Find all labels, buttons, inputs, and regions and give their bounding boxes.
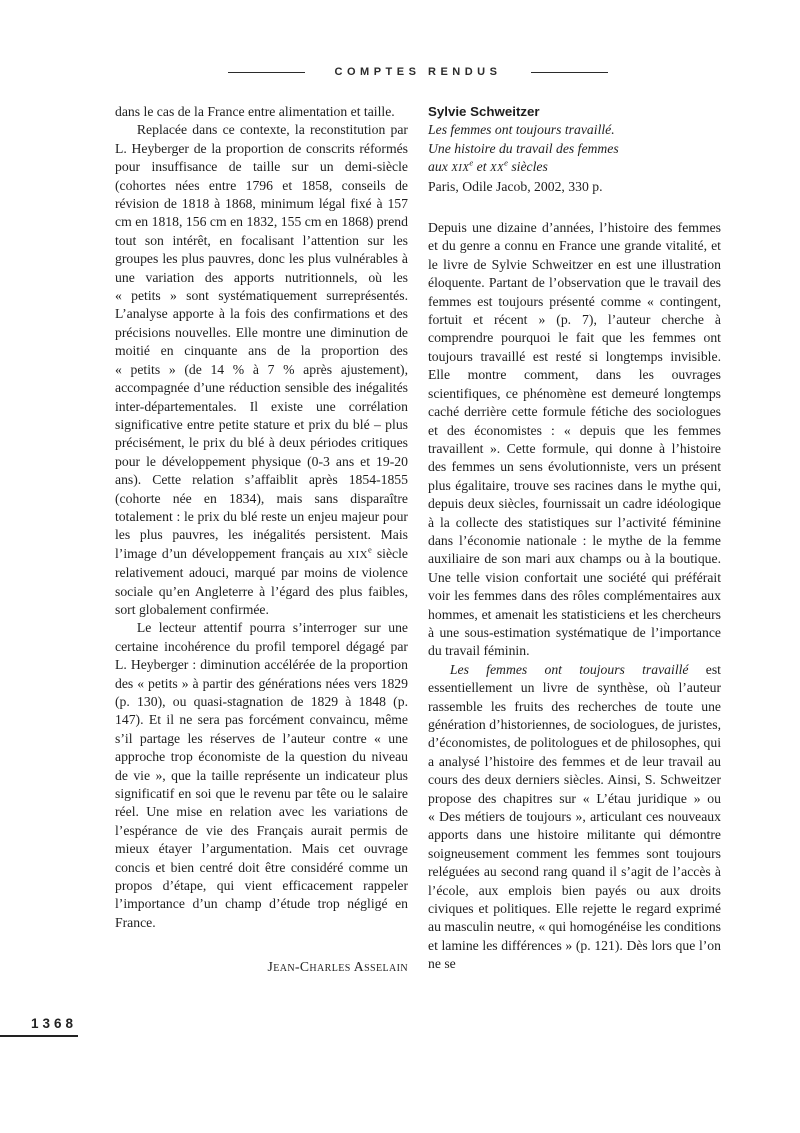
- book-title-inline: Les femmes ont toujours travaillé: [449, 661, 689, 677]
- paragraph-text: siècle relativement adouci, marqué par moins de violence sociale qu’en Angleterre à l’égard des plus faibles, sort globalement confirmée.: [115, 545, 408, 617]
- ordinal-superscript: e: [367, 544, 372, 555]
- paragraph-text: est essentiellement un livre de synthèse, où l’auteur rassemble les fruits des recherches de toute une génération d’historiennes, de sociologues, de juristes, d’économistes, de politologues et de philosophes, qui a analysé l’histoire des femmes et de leur travail au cours des deux derniers siècles. Ainsi, S. Schweitzer propose des chapitres sur « L’étau juridique » ou « Des métiers de toujours », articulant ces nouveaux apports dans une histoire militante qui démontre soigneusement comment les femmes sont toujours reléguées au second rang quand il s’agit de l’accès à l’école, aux emplois bien payés ou aux droits civiques et politiques. Elle rejette le regard exprimé au masculin neutre, « qui homogénéise les conditions et lamine les différences » (p. 121). Dès lors que l’on ne se: [428, 661, 721, 972]
- book-title-line: Une histoire du travail des femmes: [428, 140, 619, 156]
- title-text: et: [473, 159, 490, 175]
- reviewer-signature: Jean-Charles Asselain: [267, 959, 408, 975]
- page-number-block: [0, 1016, 78, 1037]
- book-title-line: Les femmes ont toujours travaillé.: [428, 122, 615, 138]
- right-column: [428, 103, 721, 977]
- paragraph: [428, 661, 721, 974]
- paragraph: Le lecteur attentif pourra s’interroger sur une certaine incohérence du profil temporel dégagé par L. Heyberger : diminution accélérée de la proportion des « petits » à partir des générations nées vers 1829 (p. 130), ou quasi-stagnation de 1829 à 1848 (p. 147). Et il ne sera pas forcément convaincu, même s’il partage les réserves de l’auteur contre « une approche trop économiste de la question du niveau de vie », que la taille représente un indicateur plus significatif en soi que le revenu par tête ou le salaire réel. Une mise en relation avec les variations de l’espérance de vie des Français aurait permis de mieux étayer l’argumentation. Mais cet ouvrage concis et bien centré doit être considéré comme un propos d’étape, qui vient efficacement rappeler l’importance d’un champ d’étude trop négligé en France.: [115, 620, 408, 930]
- page-number-rule: [0, 1035, 78, 1037]
- small-caps-numeral: XIX: [451, 162, 470, 175]
- header-rule-right: [531, 72, 608, 73]
- book-imprint: Paris, Odile Jacob, 2002, 330 p.: [428, 178, 603, 194]
- title-text: siècles: [507, 159, 548, 175]
- header-rule-left: [228, 72, 305, 73]
- paragraph: [115, 121, 408, 619]
- two-column-text: [115, 103, 721, 977]
- left-column: [115, 103, 408, 977]
- paragraph: Depuis une dizaine d’années, l’histoire des femmes et du genre a connu en France une grande vitalité, et le livre de Sylvie Schweitzer en est une illustration éloquente. Partant de l’observation que le travail des femmes est toujours présenté comme « contingent, fortuit et récent » (p. 7), l’auteur cherche à comprendre pourquoi le fait que les femmes ont toujours travaillé est resté si longtemps invisible. Elle montre comment, dans les ouvrages scientifiques, ce phénomène est demeuré longtemps caché derrière cette formule fétiche des sociologues et des économistes : « depuis que les femmes travaillent ». Cette formule, qui donne à l’histoire des femmes un sens évolutionniste, vers un présent plus égalitaire, trouve ses racines dans le mythe qui, depuis deux siècles, fournissait un cadre idéologique à la collecte des statistiques sur l’activité féminine dans l’économie nationale : le mythe de la femme auxiliaire de son mari aux champs ou à la boutique. Une telle vision confortait une société qui préférait voir les femmes dans des rôles complémentaires aux hommes, et amenait les statisticiens et les chercheurs à une sous-estimation systématique de l’importance du travail féminin.: [428, 220, 721, 659]
- running-head: [115, 66, 721, 78]
- page-number: 1368: [30, 1016, 77, 1031]
- paragraph-text: Replacée dans ce contexte, la reconstitution par L. Heyberger de la proportion de conscrits réformés pour insuffisance de taille sur un demi-siècle (cohortes nées entre 1796 et 1858, conseils de révision de 1818 à 1868, minimum légal fixé à 157 cm en 1818, 156 cm en 1832, 155 cm en 1868) prend tout son intérêt, en focalisant l’attention sur les groupes les plus pauvres, donc les plus vulnérables à une variation des apports nutritionnels, où les « petits » sont systématiquement surreprésentés. L’analyse apporte à la fois des confirmations et des précisions nouvelles. Elle montre une diminution de moitié en cinquante ans de la proportion des « petits » (de 14 % à 7 % après ajustement), accompagnée d’une réduction sensible des inégalités inter-départementales. Il existe une corrélation significative entre petite stature et prix du blé – plus précisément, le prix du blé à deux périodes critiques pour le développement physique (0-3 ans et 19-20 ans). Cette relation s’affaiblit après 1854-1855 (cohorte née en 1834), mais sans disparaître totalement : le prix du blé reste un enjeu majeur pour les plus pauvres, les inégalités persistent. Mais l’image d’un développement français au: [115, 122, 408, 561]
- book-reference: [428, 103, 721, 196]
- book-author: Sylvie Schweitzer: [428, 104, 540, 119]
- small-caps-numeral: XIX: [347, 548, 368, 561]
- paragraph-continuation: dans le cas de la France entre alimentation et taille.: [115, 104, 395, 119]
- small-caps-numeral: XX: [489, 162, 505, 175]
- ordinal-superscript: e: [504, 157, 508, 168]
- running-head-title: COMPTES RENDUS: [334, 66, 502, 78]
- title-text: aux: [428, 159, 452, 175]
- book-title-line: [428, 158, 721, 177]
- ordinal-superscript: e: [469, 157, 474, 168]
